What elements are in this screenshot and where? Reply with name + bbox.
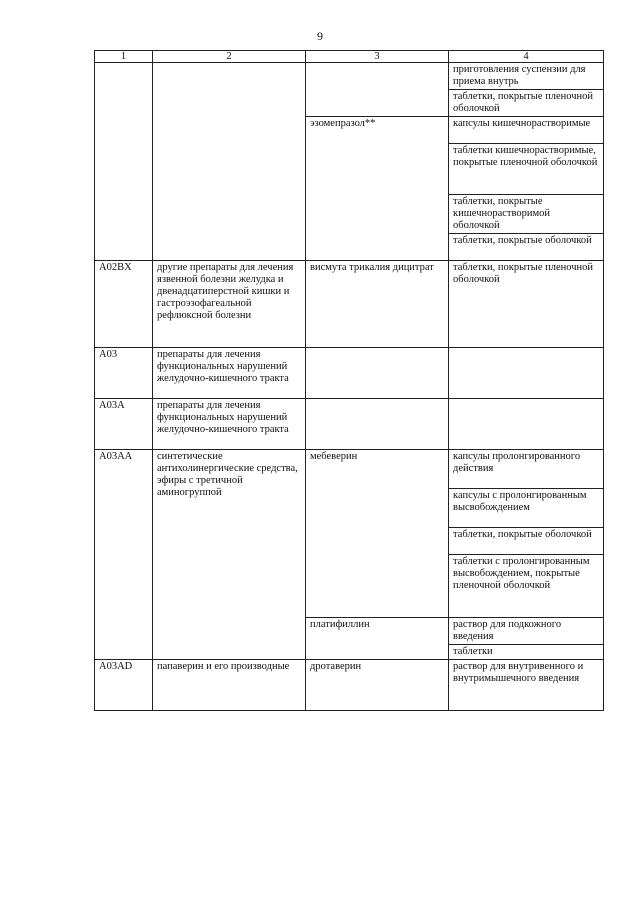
table-row [95, 63, 604, 90]
form-cell: таблетки [449, 645, 604, 660]
drug-cell: эзомепразол** [306, 117, 449, 261]
drug-cell [306, 399, 449, 450]
group-cell: препараты для лечения функциональных нарушений желудочно-кишечного тракта [153, 348, 306, 399]
header-col-3: 3 [306, 51, 449, 63]
form-cell: капсулы пролонгированного действия [449, 450, 604, 489]
form-cell: таблетки кишечнорастворимые, покрытые пленочной оболочкой [449, 144, 604, 195]
form-cell: таблетки, покрытые кишечнорастворимой оболочкой [449, 195, 604, 234]
form-cell [449, 348, 604, 399]
header-col-2: 2 [153, 51, 306, 63]
form-cell: таблетки, покрытые оболочкой [449, 528, 604, 555]
table-row [95, 450, 604, 489]
drug-cell [306, 348, 449, 399]
drug-list-table [94, 50, 604, 711]
drug-cell: дротаверин [306, 660, 449, 711]
table-row [95, 660, 604, 711]
table-row [95, 399, 604, 450]
form-cell: капсулы кишечнорастворимые [449, 117, 604, 144]
form-cell: капсулы с пролонгированным высвобождением [449, 489, 604, 528]
form-cell: приготовления суспензии для приема внутрь [449, 63, 604, 90]
table-row [95, 348, 604, 399]
form-cell: раствор для подкожного введения [449, 618, 604, 645]
form-cell: таблетки с пролонгированным высвобождением, покрытые пленочной оболочкой [449, 555, 604, 618]
group-cell: синтетические антихолинергические средства, эфиры с третичной аминогруппой [153, 450, 306, 660]
code-cell: A03AA [95, 450, 153, 660]
code-cell [95, 63, 153, 261]
drug-cell: платифиллин [306, 618, 449, 660]
group-cell [153, 63, 306, 261]
code-cell: A03 [95, 348, 153, 399]
form-cell: таблетки, покрытые оболочкой [449, 234, 604, 261]
group-cell: препараты для лечения функциональных нарушений желудочно-кишечного тракта [153, 399, 306, 450]
group-cell: другие препараты для лечения язвенной болезни желудка и двенадцатиперстной кишки и гастроэзофагеальной рефлюксной болезни [153, 261, 306, 348]
drug-cell: висмута трикалия дицитрат [306, 261, 449, 348]
drug-cell [306, 63, 449, 117]
form-cell: раствор для внутривенного и внутримышечного введения [449, 660, 604, 711]
code-cell: A02BX [95, 261, 153, 348]
code-cell: A03A [95, 399, 153, 450]
form-cell: таблетки, покрытые пленочной оболочкой [449, 90, 604, 117]
form-cell: таблетки, покрытые пленочной оболочкой [449, 261, 604, 348]
page-number: 9 [317, 29, 323, 43]
code-cell: A03AD [95, 660, 153, 711]
table-row [95, 261, 604, 348]
header-col-4: 4 [449, 51, 604, 63]
table-header-row [95, 51, 604, 63]
form-cell [449, 399, 604, 450]
group-cell: папаверин и его производные [153, 660, 306, 711]
drug-cell: мебеверин [306, 450, 449, 618]
header-col-1: 1 [95, 51, 153, 63]
